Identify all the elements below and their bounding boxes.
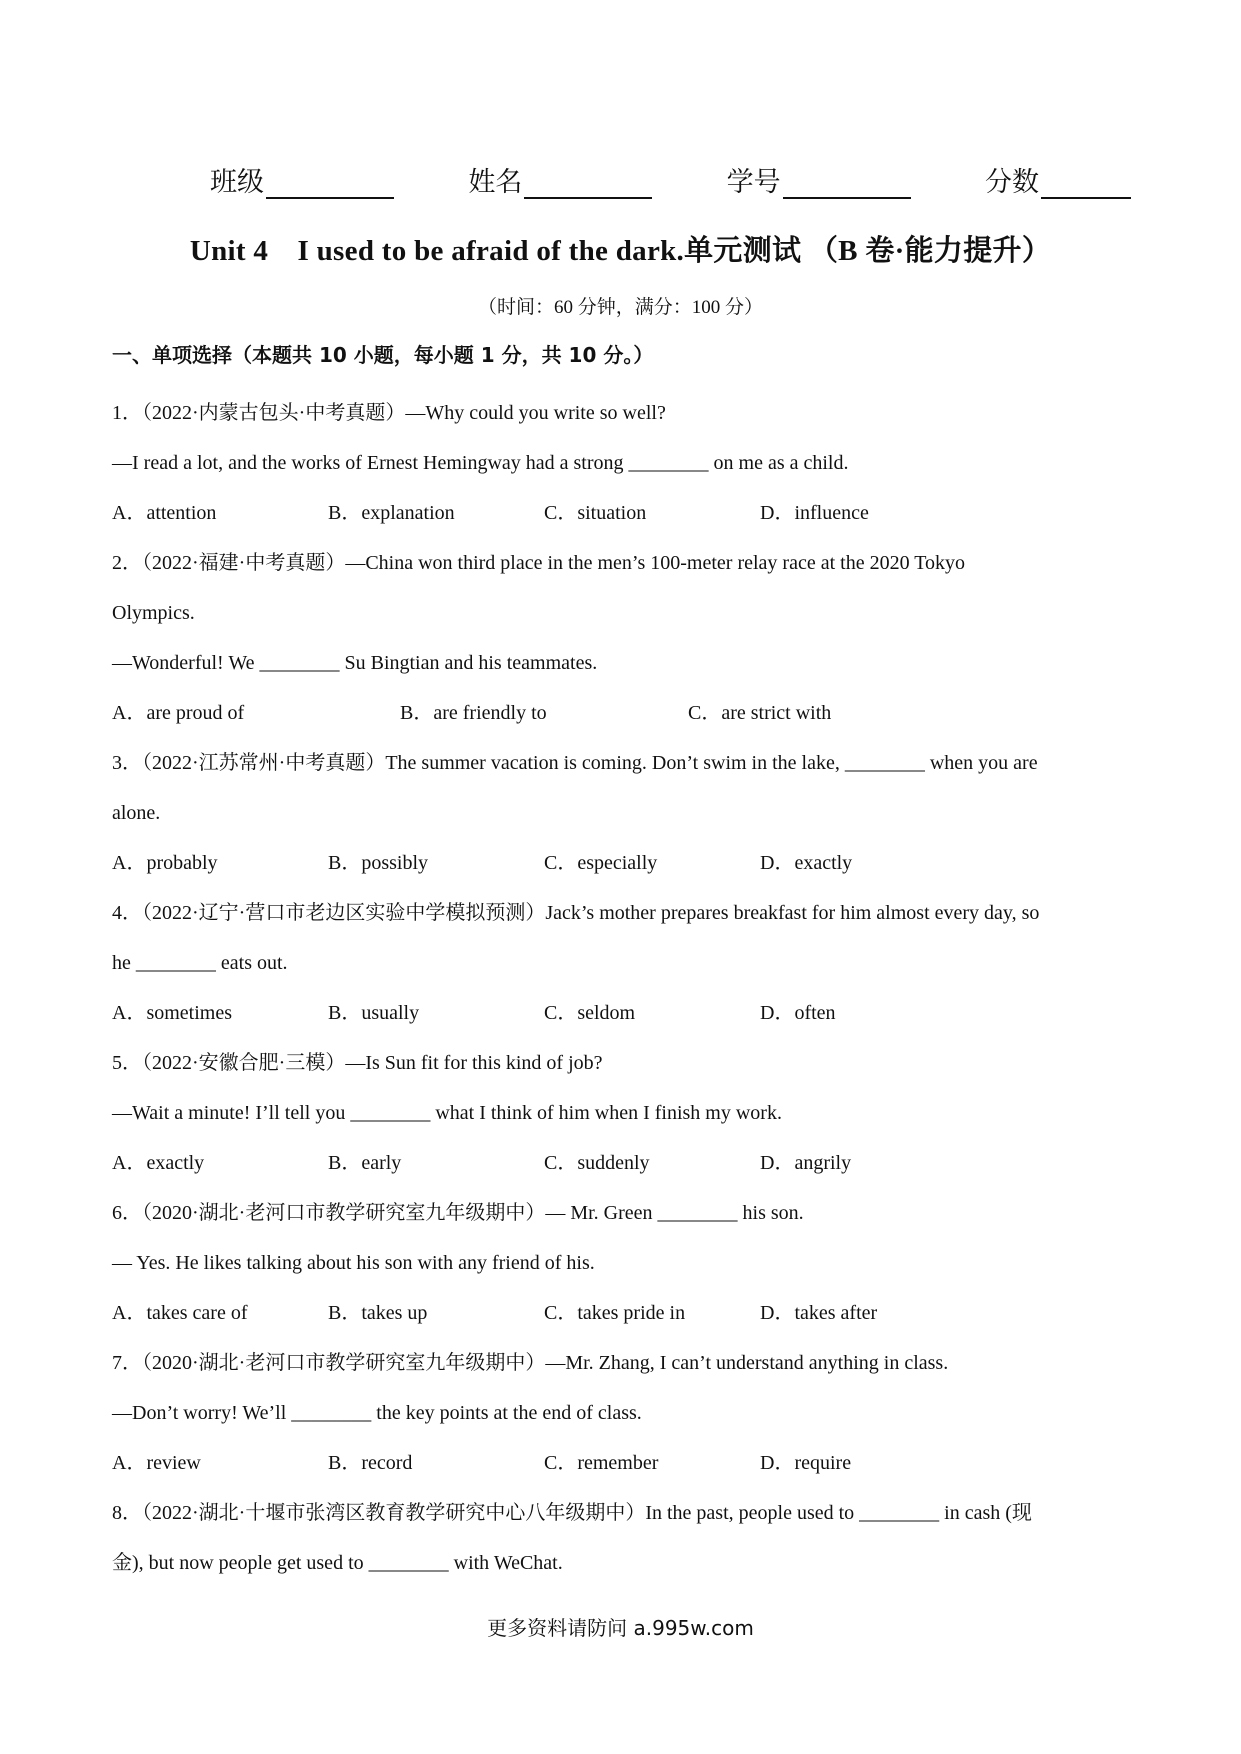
question-item <box>112 538 1129 738</box>
answer-option[interactable]: B．possibly <box>328 852 429 874</box>
question-stem: 3．（2022·江苏常州·中考真题）The summer vacation is coming. Don’t swim in the lake, ________ when you are <box>112 752 1038 774</box>
student-info-fields <box>210 160 1131 199</box>
answer-option[interactable]: A．takes care of <box>112 1302 248 1324</box>
question-stem: 5．（2022·安徽合肥·三模）—Is Sun fit for this kind of job? <box>112 1052 603 1074</box>
answer-options <box>112 688 1129 738</box>
answer-options <box>112 1288 1129 1338</box>
answer-option[interactable]: B．usually <box>328 1002 420 1024</box>
footer-link[interactable]: 更多资料请防问 a.995w.com <box>487 1616 754 1640</box>
answer-option[interactable]: B．record <box>328 1452 413 1474</box>
question-line: —Don’t worry! We’ll ________ the key points at the end of class. <box>112 1402 642 1424</box>
question-item <box>112 738 1129 888</box>
question-item <box>112 1338 1129 1488</box>
class-label: 班级 <box>210 167 264 198</box>
question-stem: 8．（2022·湖北·十堰市张湾区教育教学研究中心八年级期中）In the past, people used to ________ in cash (现 <box>112 1502 1032 1524</box>
answer-option[interactable]: D．often <box>760 1002 836 1024</box>
class-field <box>210 160 394 199</box>
answer-option[interactable]: D．exactly <box>760 852 853 874</box>
answer-options <box>112 488 1129 538</box>
name-label: 姓名 <box>468 167 523 198</box>
question-line: —Wait a minute! I’ll tell you ________ what I think of him when I finish my work. <box>112 1102 782 1124</box>
answer-option[interactable]: B．are friendly to <box>400 702 547 724</box>
answer-options <box>112 988 1129 1038</box>
answer-option[interactable]: A．sometimes <box>112 1002 232 1024</box>
answer-option[interactable]: D．takes after <box>760 1302 878 1324</box>
answer-option[interactable]: C．takes pride in <box>544 1302 686 1324</box>
question-line: alone. <box>112 802 161 824</box>
answer-option[interactable]: B．early <box>328 1152 402 1174</box>
answer-option[interactable]: A．exactly <box>112 1152 205 1174</box>
answer-option[interactable]: B．takes up <box>328 1302 428 1324</box>
answer-option[interactable]: C．remember <box>544 1452 659 1474</box>
class-blank[interactable] <box>266 167 394 199</box>
answer-option[interactable]: A．attention <box>112 502 217 524</box>
section-heading: 一、单项选择（本题共 10 小题，每小题 1 分，共 10 分。） <box>112 343 654 367</box>
question-stem: 4．（2022·辽宁·营口市老边区实验中学模拟预测）Jack’s mother prepares breakfast for him almost every day, so <box>112 902 1040 924</box>
answer-option[interactable]: D．require <box>760 1452 852 1474</box>
exam-content <box>112 338 1129 1588</box>
question-item <box>112 1188 1129 1338</box>
answer-option[interactable]: D．angrily <box>760 1152 852 1174</box>
answer-options <box>112 1138 1129 1188</box>
question-line: he ________ eats out. <box>112 952 288 974</box>
answer-option[interactable]: A．review <box>112 1452 201 1474</box>
score-label: 分数 <box>984 167 1039 198</box>
answer-option[interactable]: A．are proud of <box>112 702 245 724</box>
question-stem: 6．（2020·湖北·老河口市教学研究室九年级期中）— Mr. Green ________ his son. <box>112 1202 804 1224</box>
answer-option[interactable]: C．are strict with <box>688 702 832 724</box>
question-stem: 2．（2022·福建·中考真题）—China won third place in the men’s 100-meter relay race at the 2020 Tokyo <box>112 552 966 574</box>
answer-option[interactable]: D．influence <box>760 502 869 524</box>
question-list <box>112 388 1129 1588</box>
question-line: 金), but now people get used to ________ with WeChat. <box>112 1552 563 1574</box>
answer-option[interactable]: C．suddenly <box>544 1152 650 1174</box>
student-id-blank[interactable] <box>783 167 911 199</box>
question-item <box>112 1488 1129 1588</box>
answer-options <box>112 1438 1129 1488</box>
name-field <box>468 160 652 199</box>
student-id-label: 学号 <box>726 167 781 198</box>
question-line: Olympics. <box>112 602 195 624</box>
question-line: —Wonderful! We ________ Su Bingtian and his teammates. <box>112 652 598 674</box>
answer-option[interactable]: C．situation <box>544 502 647 524</box>
score-blank[interactable] <box>1041 167 1131 199</box>
question-stem: 1．（2022·内蒙古包头·中考真题）—Why could you write so well? <box>112 402 666 424</box>
answer-option[interactable]: B．explanation <box>328 502 455 524</box>
question-item <box>112 388 1129 538</box>
question-item <box>112 1038 1129 1188</box>
answer-option[interactable]: A．probably <box>112 852 218 874</box>
question-line: — Yes. He likes talking about his son with any friend of his. <box>112 1252 595 1274</box>
name-blank[interactable] <box>524 167 652 199</box>
answer-option[interactable]: C．seldom <box>544 1002 636 1024</box>
exam-time-info: （时间：60 分钟，满分：100 分） <box>477 297 763 318</box>
student-id-field <box>727 160 911 199</box>
answer-options <box>112 838 1129 888</box>
page-title: Unit 4 I used to be afraid of the dark.单元测试 （B 卷·能力提升） <box>189 235 1052 267</box>
question-line: —I read a lot, and the works of Ernest Hemingway had a strong ________ on me as a child. <box>112 452 849 474</box>
question-item <box>112 888 1129 1038</box>
score-field <box>985 160 1131 199</box>
answer-option[interactable]: C．especially <box>544 852 658 874</box>
question-stem: 7．（2020·湖北·老河口市教学研究室九年级期中）—Mr. Zhang, I can’t understand anything in class. <box>112 1352 949 1374</box>
